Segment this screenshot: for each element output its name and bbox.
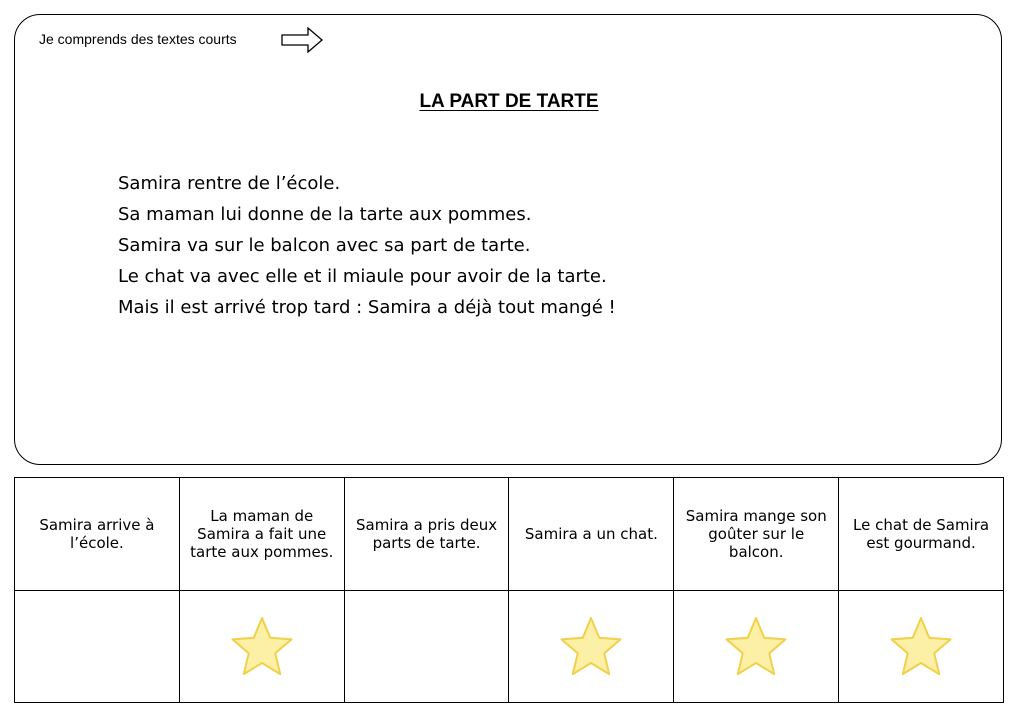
story-box: [14, 14, 1002, 465]
story-line: Sa maman lui donne de la tarte aux pommes.: [118, 204, 532, 225]
answer-cell[interactable]: [15, 591, 180, 703]
statements-row: [15, 478, 1004, 591]
outline-right-arrow-icon: [281, 27, 323, 53]
star-icon: [886, 613, 956, 681]
statements-table: [14, 477, 1004, 703]
statement-cell: Le chat de Samira est gourmand.: [839, 478, 1004, 591]
story-line: Samira rentre de l’école.: [118, 173, 341, 194]
star-icon: [227, 613, 297, 681]
star-icon: [721, 613, 791, 681]
statement-cell: Samira a pris deux parts de tarte.: [344, 478, 509, 591]
statement-cell: Samira arrive à l’école.: [15, 478, 180, 591]
answer-cell[interactable]: [509, 591, 674, 703]
statement-cell: Samira a un chat.: [509, 478, 674, 591]
statement-cell: Samira mange son goûter sur le balcon.: [674, 478, 839, 591]
story-line: Samira va sur le balcon avec sa part de tarte.: [118, 235, 531, 256]
answer-cell[interactable]: [674, 591, 839, 703]
header-label: Je comprends des textes courts: [39, 31, 237, 47]
statement-cell: La maman de Samira a fait une tarte aux pommes.: [179, 478, 344, 591]
story-line: Le chat va avec elle et il miaule pour avoir de la tarte.: [118, 266, 607, 287]
answer-row: [15, 591, 1004, 703]
answer-cell[interactable]: [839, 591, 1004, 703]
story-title: LA PART DE TARTE: [419, 91, 599, 112]
answer-cell[interactable]: [344, 591, 509, 703]
answer-cell[interactable]: [179, 591, 344, 703]
story-line: Mais il est arrivé trop tard : Samira a déjà tout mangé !: [118, 297, 616, 318]
story-text: [118, 168, 616, 323]
star-icon: [556, 613, 626, 681]
